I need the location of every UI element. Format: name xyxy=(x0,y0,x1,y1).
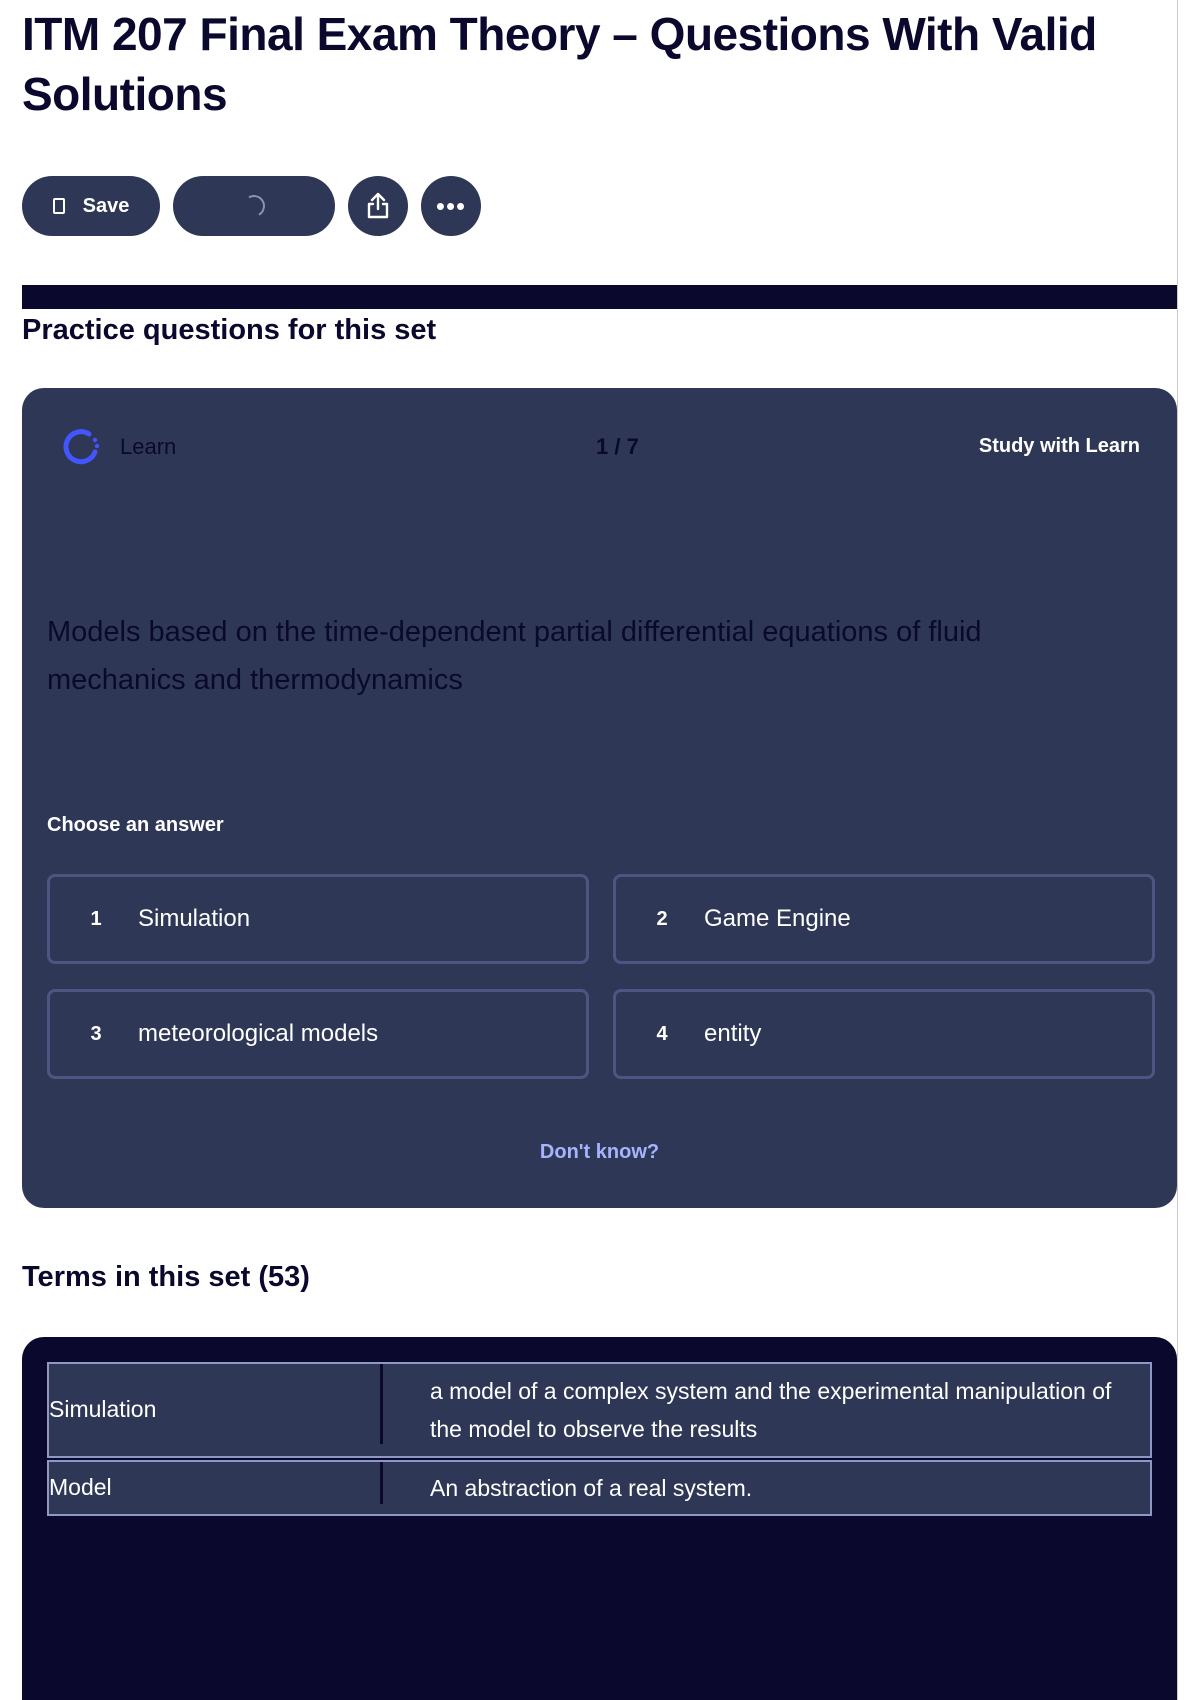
term-row xyxy=(47,1460,1152,1516)
answer-number: 4 xyxy=(656,1022,668,1045)
answer-option[interactable] xyxy=(47,874,589,964)
share-icon xyxy=(365,192,391,220)
study-with-learn-link[interactable]: Study with Learn xyxy=(978,435,1140,457)
answer-option[interactable] xyxy=(613,989,1155,1079)
more-icon: ••• xyxy=(435,191,467,221)
term-definition: a model of a complex system and the experimental manipulation of the model to observe the results xyxy=(430,1378,1112,1442)
answer-text: Game Engine xyxy=(704,905,851,932)
page-title: ITM 207 Final Exam Theory – Questions With Valid Solutions xyxy=(22,8,1097,120)
term-word: Simulation xyxy=(49,1396,157,1422)
spinner-icon xyxy=(241,193,268,220)
share-button[interactable] xyxy=(348,176,408,236)
bookmark-icon xyxy=(53,198,65,214)
more-options-button[interactable] xyxy=(421,176,481,236)
learn-label: Learn xyxy=(120,434,177,459)
term-divider xyxy=(380,1462,383,1504)
learn-card xyxy=(22,388,1177,1208)
save-label: Save xyxy=(82,194,130,217)
answer-text: entity xyxy=(704,1020,762,1047)
page-edge-rule xyxy=(1177,0,1178,1700)
answer-number: 2 xyxy=(656,907,668,930)
practice-section-title: Practice questions for this set xyxy=(22,314,437,346)
save-button[interactable] xyxy=(22,176,160,236)
answer-option[interactable] xyxy=(613,874,1155,964)
choose-answer-label: Choose an answer xyxy=(47,814,224,836)
term-definition: An abstraction of a real system. xyxy=(430,1475,753,1501)
terms-card xyxy=(22,1337,1177,1700)
learn-logo-icon xyxy=(60,427,100,467)
term-row xyxy=(47,1362,1152,1458)
term-word: Model xyxy=(49,1474,112,1500)
question-progress: 1 / 7 xyxy=(596,434,639,459)
answer-option[interactable] xyxy=(47,989,589,1079)
divider-bar xyxy=(22,285,1177,309)
term-divider xyxy=(380,1364,383,1444)
answer-text: meteorological models xyxy=(138,1020,379,1047)
answer-text: Simulation xyxy=(138,905,251,932)
question-text: Models based on the time-dependent partial differential equations of fluid mechanics and thermodynamics xyxy=(47,616,982,696)
loading-button[interactable] xyxy=(173,176,335,236)
answer-number: 1 xyxy=(90,907,102,930)
learn-header xyxy=(60,424,1140,470)
terms-table xyxy=(47,1362,1152,1518)
answer-number: 3 xyxy=(90,1022,102,1045)
terms-section-title: Terms in this set (53) xyxy=(22,1261,310,1293)
dont-know-button[interactable]: Don't know? xyxy=(539,1141,660,1163)
